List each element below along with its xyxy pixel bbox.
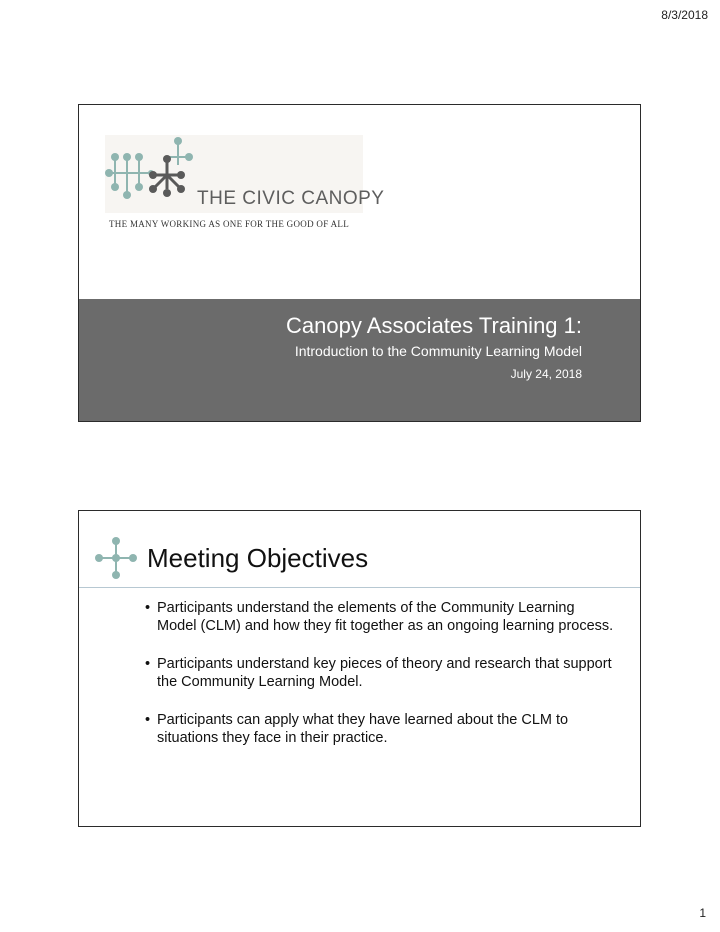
objectives-list xyxy=(145,599,615,767)
slide-subtitle: Introduction to the Community Learning Model xyxy=(294,343,582,359)
slide-title: Canopy Associates Training 1: xyxy=(286,313,582,338)
title-band xyxy=(79,299,640,421)
objectives-slide xyxy=(78,510,641,827)
title-slide xyxy=(78,104,641,422)
page-date: 8/3/2018 xyxy=(661,8,708,22)
list-item: • Participants understand the elements of the Community Learning Model (CLM) and how they fit together as an ongoing learning process. xyxy=(145,599,615,635)
list-item: • Participants can apply what they have learned about the CLM to situations they face in their practice. xyxy=(145,711,615,747)
civic-canopy-logo xyxy=(105,135,385,213)
slide-header xyxy=(79,511,640,588)
logo-text: THE CIVIC CANOPY xyxy=(197,188,385,209)
tagline: THE MANY WORKING AS ONE FOR THE GOOD OF ALL xyxy=(109,219,349,229)
list-item: • Participants understand key pieces of theory and research that support the Community Learning Model. xyxy=(145,655,615,691)
slide-title: Meeting Objectives xyxy=(147,543,369,573)
canopy-network-icon xyxy=(105,135,205,213)
slide-date: July 24, 2018 xyxy=(510,367,582,381)
canopy-cross-icon xyxy=(95,537,137,579)
page-number: 1 xyxy=(699,906,706,920)
